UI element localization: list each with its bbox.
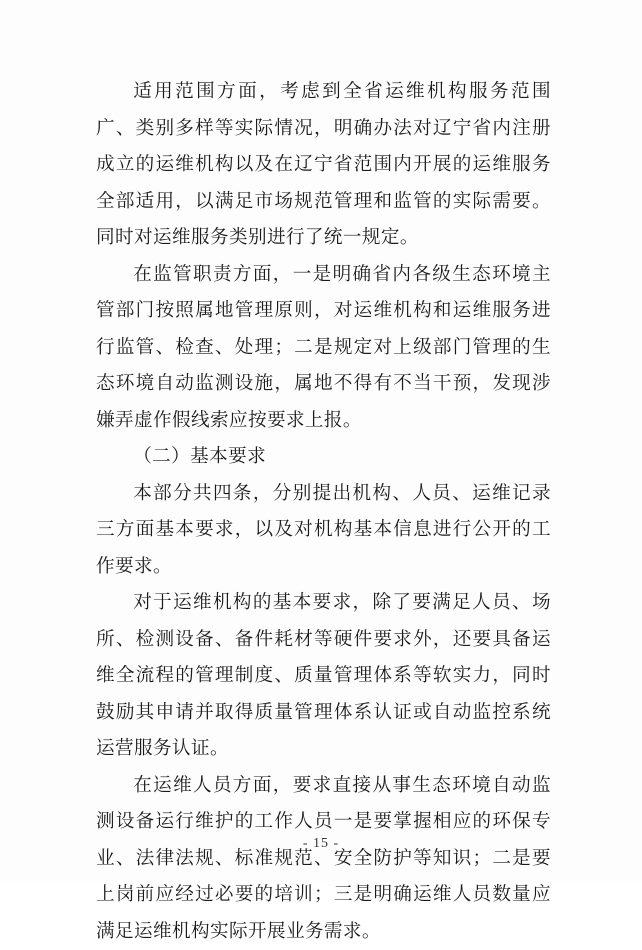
paragraph-scope: 适用范围方面，考虑到全省运维机构服务范围广、类别多样等实际情况，明确办法对辽宁省内注册成立的运维机构以及在辽宁省范围内开展的运维服务全部适用，以满足市场规范管理和监管的实际需要。同时对运维服务类别进行了统一规定。 — [96, 74, 551, 257]
page-number: - 15 - — [0, 836, 642, 852]
paragraph-section-overview: 本部分共四条，分别提出机构、人员、运维记录三方面基本要求，以及对机构基本信息进行公开的工作要求。 — [96, 476, 551, 586]
section-heading: （二）基本要求 — [96, 439, 551, 476]
paragraph-personnel-requirements: 在运维人员方面，要求直接从事生态环境自动监测设备运行维护的工作人员一是要掌握相应的环保专业、法律法规、标准规范、安全防护等知识；二是要上岗前应经过必要的培训；三是明确运维人员数量应满足运维机构实际开展业务需求。 — [96, 768, 551, 950]
paragraph-agency-requirements: 对于运维机构的基本要求，除了要满足人员、场所、检测设备、备件耗材等硬件要求外，还要具备运维全流程的管理制度、质量管理体系等软实力，同时鼓励其申请并取得质量管理体系认证或自动监控系统运营服务认证。 — [96, 585, 551, 768]
document-body — [96, 74, 551, 950]
paragraph-supervision-duties: 在监管职责方面，一是明确省内各级生态环境主管部门按照属地管理原则，对运维机构和运维服务进行监管、检查、处理；二是规定对上级部门管理的生态环境自动监测设施，属地不得有不当干预，发现涉嫌弄虚作假线索应按要求上报。 — [96, 257, 551, 440]
